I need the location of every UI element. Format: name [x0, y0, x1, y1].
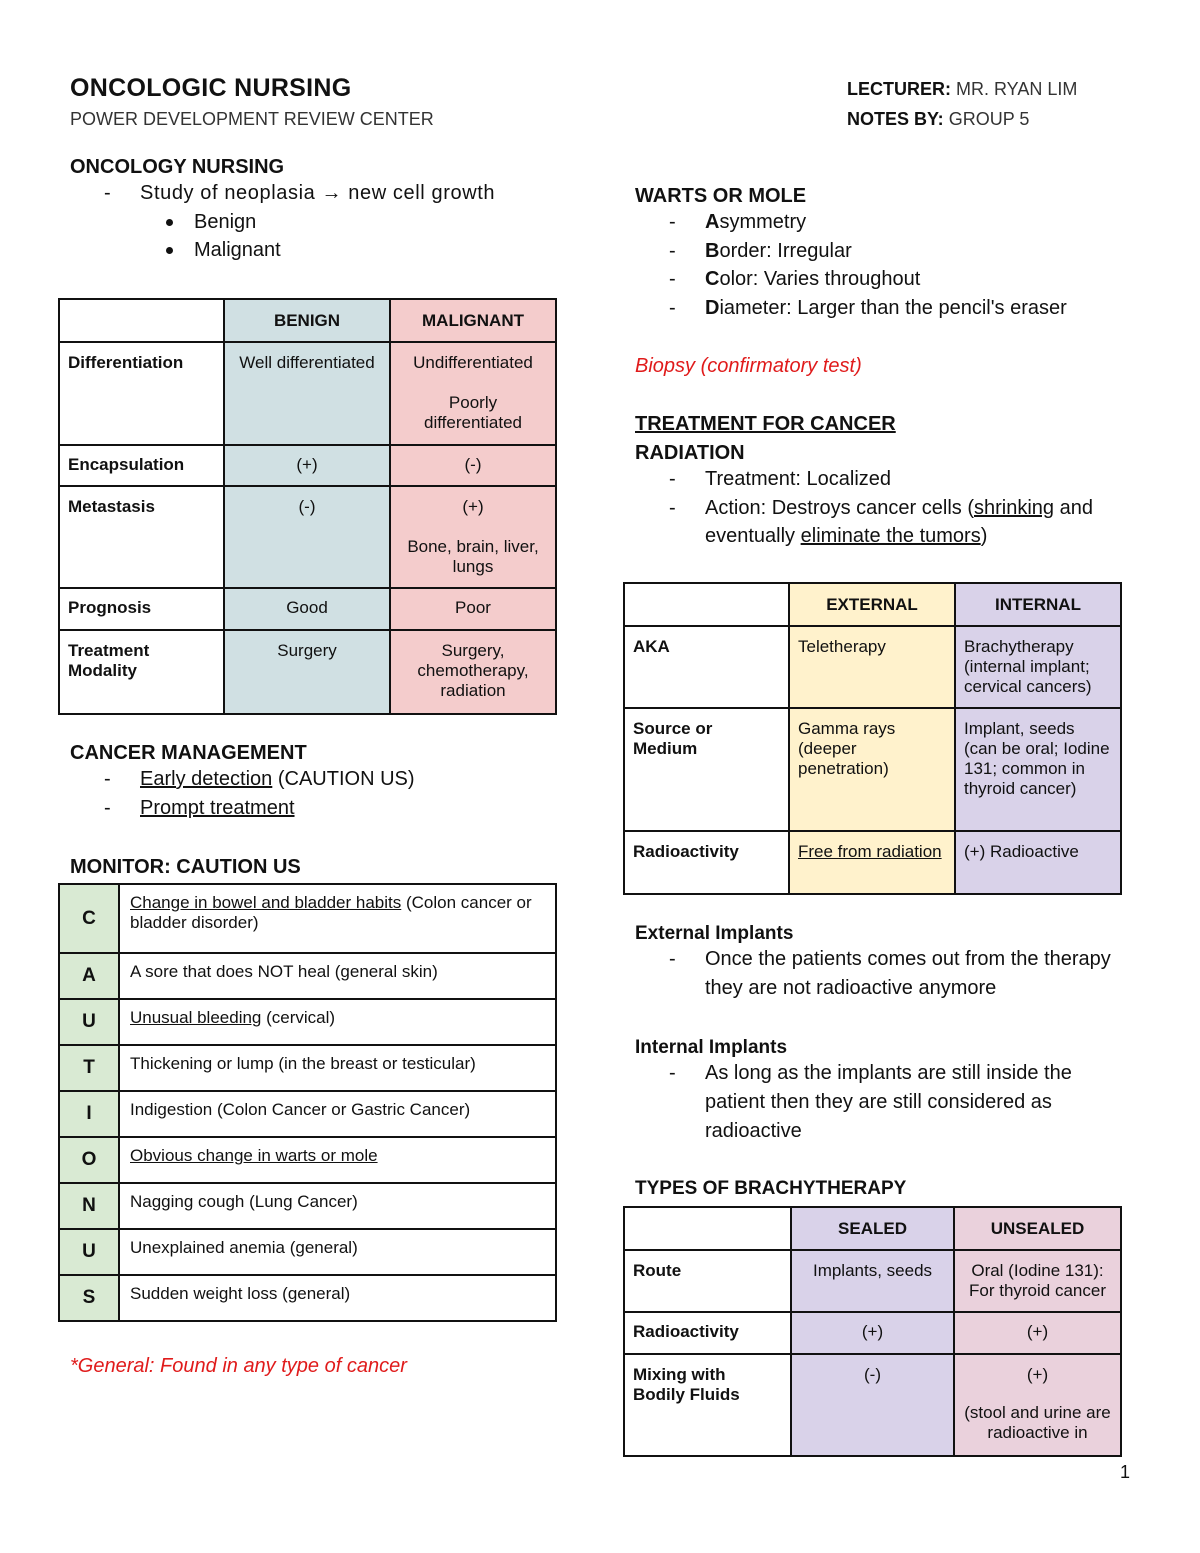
unsealed-cell: (+) (stool and urine are radioactive in [954, 1354, 1121, 1456]
table-corner [59, 299, 224, 342]
brachy-table [623, 1206, 1122, 1457]
benign-cell: (+) [224, 445, 390, 486]
caution-table [58, 883, 557, 1322]
external-header: EXTERNAL [789, 583, 955, 626]
caution-text: Sudden weight loss (general) [119, 1275, 556, 1321]
row-label: Source or Medium [624, 708, 789, 831]
row-label: Metastasis [59, 486, 224, 588]
treatment-section [635, 413, 1135, 551]
cancer-management-section [70, 742, 570, 822]
benign-cell: Well differentiated [224, 342, 390, 445]
table-corner [624, 1207, 791, 1250]
row-label: Radioactivity [624, 1312, 791, 1354]
oncology-heading: ONCOLOGY NURSING [70, 156, 285, 178]
biopsy-note: Biopsy (confirmatory test) [635, 355, 862, 377]
benign-cell: Surgery [224, 630, 390, 714]
caution-letter: A [59, 953, 119, 999]
sealed-cell: (-) [791, 1354, 954, 1456]
list-item: - Border: Irregular [669, 239, 852, 262]
list-item: - Prompt treatment [104, 796, 295, 819]
row-label: Route [624, 1250, 791, 1312]
internal-cell: Brachytherapy (internal implant; cervical cancers) [955, 626, 1121, 708]
list-item: - Early detection (CAUTION US) [104, 768, 415, 790]
list-item: - Once the patients comes out from the therapy they are not radioactive anymore [669, 948, 1111, 999]
sealed-header: SEALED [791, 1207, 954, 1250]
row-label: Differentiation [59, 342, 224, 445]
page-number: 1 [1120, 1462, 1131, 1482]
benign-header: BENIGN [224, 299, 390, 342]
caution-letter: I [59, 1091, 119, 1137]
caution-text: Nagging cough (Lung Cancer) [119, 1183, 556, 1229]
caution-letter: T [59, 1045, 119, 1091]
external-implants-section [635, 923, 1135, 1003]
caution-footnote: *General: Found in any type of cancer [70, 1355, 407, 1377]
caution-text: Thickening or lump (in the breast or testicular) [119, 1045, 556, 1091]
malignant-cell: (+) Bone, brain, liver, lungs [390, 486, 556, 588]
lecturer-label: LECTURER: [847, 79, 951, 99]
malignant-cell: Undifferentiated Poorly differentiated [390, 342, 556, 445]
caution-text: Indigestion (Colon Cancer or Gastric Cancer) [119, 1091, 556, 1137]
caution-heading: MONITOR: CAUTION US [70, 856, 301, 878]
oncology-section [70, 156, 570, 265]
list-item: - Treatment: Localized [669, 468, 892, 490]
notes-line [847, 109, 1029, 130]
benign-malignant-table [58, 298, 557, 715]
treatment-heading: TREATMENT FOR CANCER [635, 413, 896, 435]
list-item: - As long as the implants are still inside the patient then they are still considered as radioactive [669, 1062, 1072, 1142]
internal-implants-section [635, 1037, 1135, 1146]
internal-cell: Implant, seeds (can be oral; Iodine 131; common in thyroid cancer) [955, 708, 1121, 831]
unsealed-cell: (+) [954, 1312, 1121, 1354]
document-subtitle: POWER DEVELOPMENT REVIEW CENTER [70, 109, 434, 129]
row-label: Treatment Modality [59, 630, 224, 714]
malignant-cell: (-) [390, 445, 556, 486]
radiation-heading: RADIATION [635, 442, 745, 464]
row-label: Radioactivity [624, 831, 789, 894]
external-cell: Teletherapy [789, 626, 955, 708]
caution-letter: C [59, 884, 119, 953]
list-item: - Color: Varies throughout [669, 268, 921, 290]
malignant-cell: Surgery, chemotherapy, radiation [390, 630, 556, 714]
lecturer-line [847, 79, 1077, 100]
list-item: Benign [70, 208, 570, 237]
caution-letter: U [59, 999, 119, 1045]
caution-letter: O [59, 1137, 119, 1183]
internal-header: INTERNAL [955, 583, 1121, 626]
internal-cell: (+) Radioactive [955, 831, 1121, 894]
oncology-definition: - Study of neoplasia → new cell growth [104, 182, 496, 204]
caution-text: Obvious change in warts or mole [119, 1137, 556, 1183]
caution-text: Change in bowel and bladder habits (Colon cancer or bladder disorder) [119, 884, 556, 953]
list-item: - Asymmetry [669, 211, 807, 233]
list-item: Malignant [70, 236, 570, 265]
cancer-management-heading: CANCER MANAGEMENT [70, 742, 307, 764]
caution-letter: U [59, 1229, 119, 1275]
table-corner [624, 583, 789, 626]
row-label: Mixing with Bodily Fluids [624, 1354, 791, 1456]
row-label: Prognosis [59, 588, 224, 630]
row-label: Encapsulation [59, 445, 224, 486]
benign-cell: Good [224, 588, 390, 630]
document-title: ONCOLOGIC NURSING [70, 74, 352, 102]
benign-cell: (-) [224, 486, 390, 588]
caution-letter: N [59, 1183, 119, 1229]
warts-section [635, 185, 1135, 322]
internal-implants-heading: Internal Implants [635, 1037, 788, 1058]
list-item: - Diameter: Larger than the pencil's eraser [669, 296, 1067, 319]
malignant-cell: Poor [390, 588, 556, 630]
external-cell: Free from radiation [789, 831, 955, 894]
caution-text: Unusual bleeding (cervical) [119, 999, 556, 1045]
brachy-heading: TYPES OF BRACHYTHERAPY [635, 1178, 907, 1199]
sealed-cell: Implants, seeds [791, 1250, 954, 1312]
caution-text: A sore that does NOT heal (general skin) [119, 953, 556, 999]
lecturer-name: MR. RYAN LIM [956, 79, 1078, 99]
list-item: - Action: Destroys cancer cells (shrinking and eventually eliminate the tumors) [669, 496, 1093, 547]
caution-letter: S [59, 1275, 119, 1321]
sealed-cell: (+) [791, 1312, 954, 1354]
row-label: AKA [624, 626, 789, 708]
unsealed-cell: Oral (Iodine 131): For thyroid cancer [954, 1250, 1121, 1312]
radiation-table [623, 582, 1122, 895]
warts-heading: WARTS OR MOLE [635, 185, 807, 207]
malignant-header: MALIGNANT [390, 299, 556, 342]
external-cell: Gamma rays (deeper penetration) [789, 708, 955, 831]
unsealed-header: UNSEALED [954, 1207, 1121, 1250]
notes-group: GROUP 5 [948, 109, 1030, 129]
caution-text: Unexplained anemia (general) [119, 1229, 556, 1275]
external-implants-heading: External Implants [635, 923, 794, 944]
notes-label: NOTES BY: [847, 109, 944, 129]
